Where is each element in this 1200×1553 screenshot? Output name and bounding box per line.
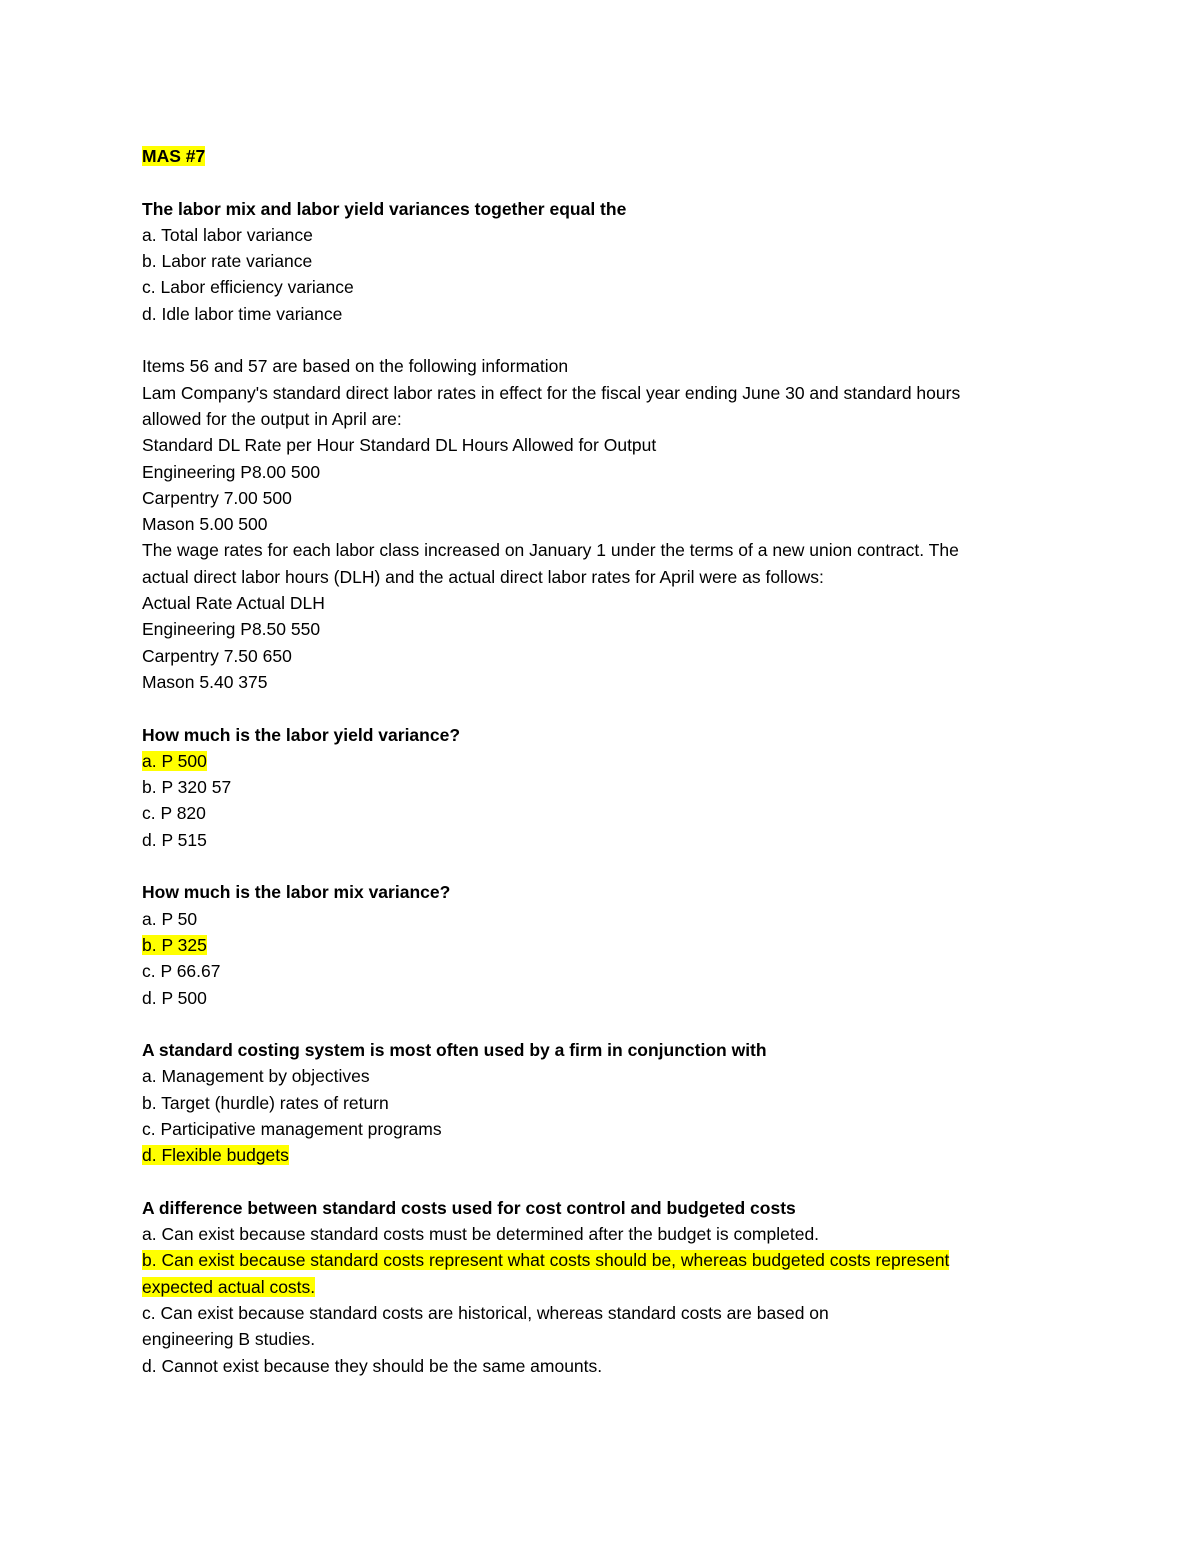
info-line: Mason 5.40 375: [142, 671, 268, 692]
info-line: Mason 5.00 500: [142, 514, 268, 535]
info-line: actual direct labor hours (DLH) and the actual direct labor rates for April were as follows:: [142, 566, 824, 587]
question-5-option-c: c. Can exist because standard costs are historical, whereas standard costs are based on: [142, 1303, 829, 1324]
question-1-option-c: c. Labor efficiency variance: [142, 277, 354, 298]
info-line: Standard DL Rate per Hour Standard DL Hours Allowed for Output: [142, 435, 657, 456]
question-4-text: A standard costing system is most often used by a firm in conjunction with: [142, 1040, 767, 1061]
spacer: [142, 853, 1072, 879]
highlighted-answer: expected actual costs.: [142, 1276, 316, 1297]
highlighted-answer: b. P 325: [142, 934, 207, 955]
question-2-text: How much is the labor yield variance?: [142, 724, 461, 745]
question-4-option-c: c. Participative management programs: [142, 1118, 442, 1139]
highlighted-answer: a. P 500: [142, 750, 207, 771]
info-line: Items 56 and 57 are based on the following information: [142, 356, 569, 377]
info-line: Lam Company's standard direct labor rates in effect for the fiscal year ending June 30 and standard hours: [142, 382, 961, 403]
info-line: Engineering P8.50 550: [142, 619, 321, 640]
question-3-text: How much is the labor mix variance?: [142, 882, 451, 903]
question-2-option-c: c. P 820: [142, 803, 206, 824]
question-5-option-d: d. Cannot exist because they should be the same amounts.: [142, 1355, 603, 1376]
info-line: Actual Rate Actual DLH: [142, 593, 325, 614]
question-3-option-d: d. P 500: [142, 987, 207, 1008]
info-line: Engineering P8.00 500: [142, 461, 321, 482]
question-2-option-b: b. P 320 57: [142, 777, 232, 798]
question-1-option-b: b. Labor rate variance: [142, 251, 313, 272]
question-1-option-d: d. Idle labor time variance: [142, 303, 343, 324]
question-3-option-b: [142, 932, 1072, 958]
question-5-option-b-cont: [142, 1274, 1072, 1300]
highlighted-answer: b. Can exist because standard costs represent what costs should be, whereas budgeted costs represent: [142, 1250, 950, 1271]
question-2-option-d: d. P 515: [142, 829, 207, 850]
info-line: Carpentry 7.00 500: [142, 487, 292, 508]
spacer: [142, 695, 1072, 721]
spacer: [142, 1011, 1072, 1037]
info-line: allowed for the output in April are:: [142, 408, 402, 429]
spacer: [142, 327, 1072, 353]
spacer: [142, 169, 1072, 195]
question-4-option-a: a. Management by objectives: [142, 1066, 370, 1087]
question-3-option-a: a. P 50: [142, 908, 198, 929]
info-line: Carpentry 7.50 650: [142, 645, 292, 666]
document-body: [142, 143, 1072, 1379]
question-5-text: A difference between standard costs used for cost control and budgeted costs: [142, 1197, 796, 1218]
highlighted-answer: d. Flexible budgets: [142, 1145, 289, 1166]
question-2-option-a: [142, 748, 1072, 774]
info-line: The wage rates for each labor class increased on January 1 under the terms of a new union contract. The: [142, 540, 959, 561]
question-5-option-b: [142, 1247, 1072, 1273]
question-3-option-c: c. P 66.67: [142, 961, 221, 982]
spacer: [142, 1169, 1072, 1195]
question-5-option-c-cont: engineering B studies.: [142, 1329, 316, 1350]
question-1-text: The labor mix and labor yield variances together equal the: [142, 198, 627, 219]
question-5-option-a: a. Can exist because standard costs must be determined after the budget is completed.: [142, 1224, 820, 1245]
document-title: MAS #7: [142, 146, 206, 166]
question-4-option-d: [142, 1142, 1072, 1168]
question-1-option-a: a. Total labor variance: [142, 224, 313, 245]
question-4-option-b: b. Target (hurdle) rates of return: [142, 1092, 389, 1113]
